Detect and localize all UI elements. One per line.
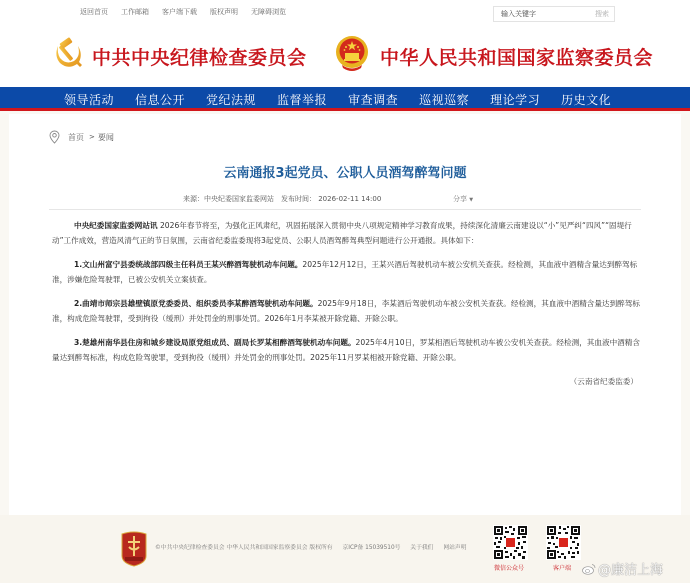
nav-item-information-disclosure[interactable]: 信息公开 (135, 93, 186, 107)
main-nav (0, 87, 690, 111)
link-home[interactable]: 返回首页 (80, 8, 108, 16)
footer-copyright: ©中共中央纪律检查委员会 中华人民共和国国家监察委员会 版权所有 (155, 545, 333, 551)
nav-item-history-culture[interactable]: 历史文化 (561, 93, 612, 107)
party-emblem-icon (50, 36, 84, 70)
article-title: 云南通报3起党员、公职人员酒驾醉驾问题 (223, 166, 467, 181)
case-1 (52, 258, 642, 287)
weibo-watermark (582, 559, 663, 578)
client-app-qr-code-icon (546, 525, 581, 560)
link-accessibility[interactable]: 无障碍浏览 (251, 8, 286, 16)
breadcrumb-home[interactable]: 首页 (68, 132, 84, 142)
breadcrumb-separator: > (89, 133, 95, 141)
search-button[interactable]: 搜索 (595, 10, 609, 18)
article-source: 来源：中央纪委国家监委网站 (183, 195, 274, 203)
nav-item-supervision-report[interactable]: 监督举报 (277, 93, 328, 107)
national-emblem-icon (334, 34, 370, 72)
case-3 (52, 336, 642, 365)
top-utility-bar (0, 0, 690, 28)
intro-lead: 中央纪委国家监委网站讯 (74, 221, 158, 230)
case-3-detail: 2025年4月10日，罗某相酒后驾驶机动车被公安机关查获。经检测，其血液中酒精含量达到醉驾标准，构成危险驾驶罪，受到拘役（缓刑）并处罚金的刑事处罚。2025年11月罗某相被开除党籍、开除公职。 (52, 338, 640, 362)
weibo-icon (582, 563, 596, 575)
intro-text: 2026年春节将至，为强化正风肃纪，巩固拓展深入贯彻中央八项规定精神学习教育成果，持续深化清廉云南建设以“小”见严纠“四风”“固堤行动”工作成效，营造风清气正的节日氛围，云南省纪委监委现将3起党员、公职人员酒驾醉驾典型问题进行公开通报。具体如下： (52, 221, 632, 245)
case-3-headline: 3.楚雄州南华县住房和城乡建设局原党组成员、副局长罗某相醉酒驾驶机动车问题。 (74, 338, 356, 347)
share-button[interactable] (453, 194, 473, 204)
wechat-qr-label: 微信公众号 (494, 565, 525, 572)
watermark-text: @廉洁上海 (598, 563, 664, 578)
link-copyright[interactable]: 版权声明 (210, 8, 238, 16)
chevron-down-icon: ▼ (469, 197, 474, 203)
breadcrumb-current[interactable]: 要闻 (97, 132, 114, 142)
site-identity-badge-icon (120, 530, 148, 567)
case-1-detail: 2025年12月12日，王某兴酒后驾驶机动车被公安机关查获。经检测，其血液中酒精含量达到醉驾标准，涉嫌危险驾驶罪，已被公安机关立案侦查。 (52, 260, 638, 284)
case-1-headline: 1.文山州富宁县委统战部四级主任科员王某兴醉酒驾驶机动车问题。 (74, 260, 303, 269)
article-panel (9, 114, 681, 515)
location-pin-icon (49, 130, 60, 144)
top-links (80, 7, 299, 17)
meta-divider (49, 209, 641, 210)
footer-link-statement[interactable]: 网站声明 (443, 545, 467, 551)
nav-item-leader-activities[interactable]: 领导活动 (64, 93, 115, 107)
site-footer (0, 515, 690, 583)
case-2-headline: 2.曲靖市师宗县雄壁镇原党委委员、组织委员李某醉酒驾驶机动车问题。 (74, 299, 318, 308)
wechat-qr-code-icon (493, 525, 528, 560)
link-work-email[interactable]: 工作邮箱 (121, 8, 149, 16)
nav-item-theory-study[interactable]: 理论学习 (490, 93, 541, 107)
cpc-ccdi-title: 中共中央纪律检查委员会 (92, 47, 307, 69)
article-signature: （云南省纪委监委） (569, 377, 638, 386)
case-2 (52, 297, 642, 326)
nsc-title: 中华人民共和国国家监察委员会 (380, 47, 654, 69)
search-input[interactable] (494, 7, 584, 21)
share-label: 分享 (453, 195, 467, 203)
article-body (52, 219, 642, 400)
nav-item-inspection[interactable]: 巡视巡察 (419, 93, 470, 107)
site-header (0, 28, 690, 87)
footer-link-about[interactable]: 关于我们 (410, 545, 434, 551)
footer-text (155, 542, 475, 551)
footer-icp: 京ICP备 15039510号 (342, 545, 401, 551)
nav-item-party-regulations[interactable]: 党纪法规 (206, 93, 257, 107)
link-client-download[interactable]: 客户端下载 (162, 8, 197, 16)
article-intro (52, 219, 642, 248)
search-box (493, 6, 615, 22)
client-qr-label: 客户端 (553, 565, 572, 572)
case-2-detail: 2025年9月18日，李某酒后驾驶机动车被公安机关查获。经检测，其血液中酒精含量达到醉驾标准，构成危险驾驶罪，受到拘役（缓刑）并处罚金的刑事处罚。2026年1月李某被开除党籍、开除公职。 (52, 299, 640, 323)
nav-item-investigation[interactable]: 审查调查 (348, 93, 399, 107)
article-publish-time: 发布时间： 2026-02-11 14:00 (281, 195, 382, 203)
breadcrumb (49, 130, 114, 144)
